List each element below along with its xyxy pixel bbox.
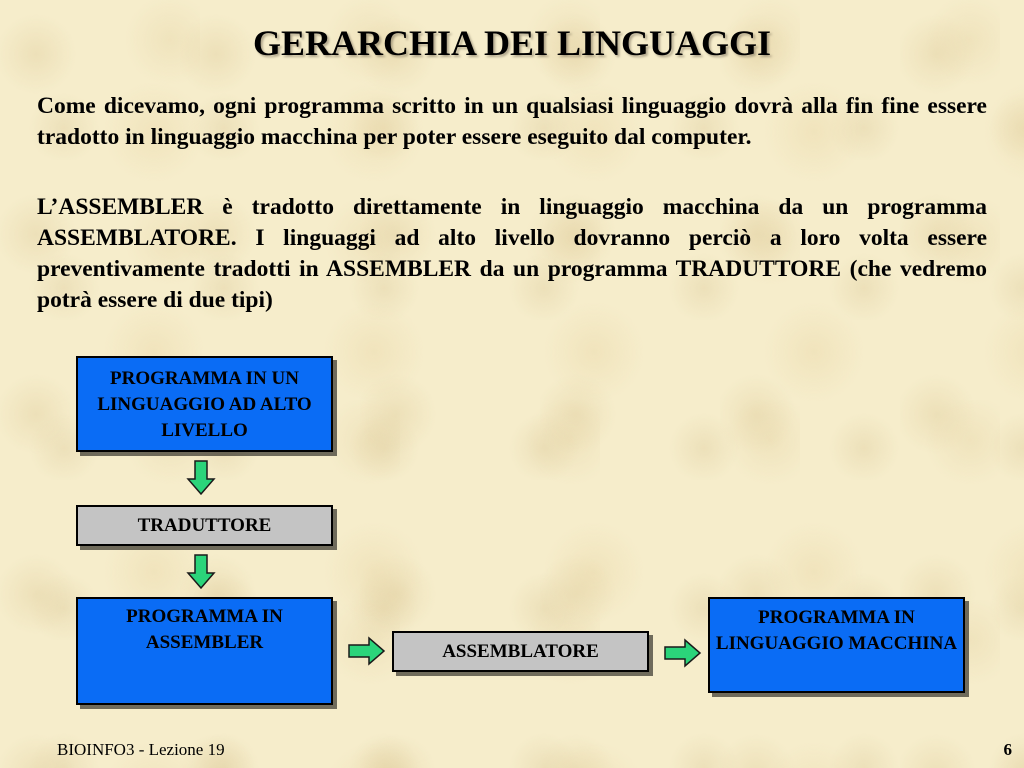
right-arrow-1 [349,638,385,664]
footer-course: BIOINFO3 - Lezione 19 [57,740,225,759]
slide-title: GERARCHIA DEI LINGUAGGI [252,23,772,63]
assembler-tool-box [392,631,649,672]
machine-code-box [708,597,965,693]
translator-box [76,505,333,546]
down-arrow-1 [187,461,215,495]
right-arrow-2 [665,640,701,666]
assembler-tool-label: ASSEMBLATORE [442,641,599,662]
down-arrow-2 [187,555,215,589]
assembler-paragraph: L’ASSEMBLER è tradotto direttamente in linguaggio macchina da un programma ASSEMBLATORE. I linguaggi ad alto livello dovranno perciò a loro volta essere preventivamente tradotti in ASSEMBLER da un programma TRADUTTORE (che vedremo potrà essere di due tipi) [37,194,987,313]
assembler-program-box [76,597,333,705]
high-level-program-label: PROGRAMMA IN UN LINGUAGGIO AD ALTO LIVELLO [97,368,312,441]
translator-label: TRADUTTORE [137,515,272,536]
intro-paragraph: Come dicevamo, ogni programma scritto in un qualsiasi linguaggio dovrà alla fin fine essere tradotto in linguaggio macchina per poter essere eseguito dal computer. [37,93,987,150]
machine-code-label: PROGRAMMA IN LINGUAGGIO MACCHINA [715,607,958,654]
assembler-program-label: PROGRAMMA IN ASSEMBLER [126,606,283,653]
high-level-program-box [76,356,333,452]
footer-page-number: 6 [1003,740,1012,759]
